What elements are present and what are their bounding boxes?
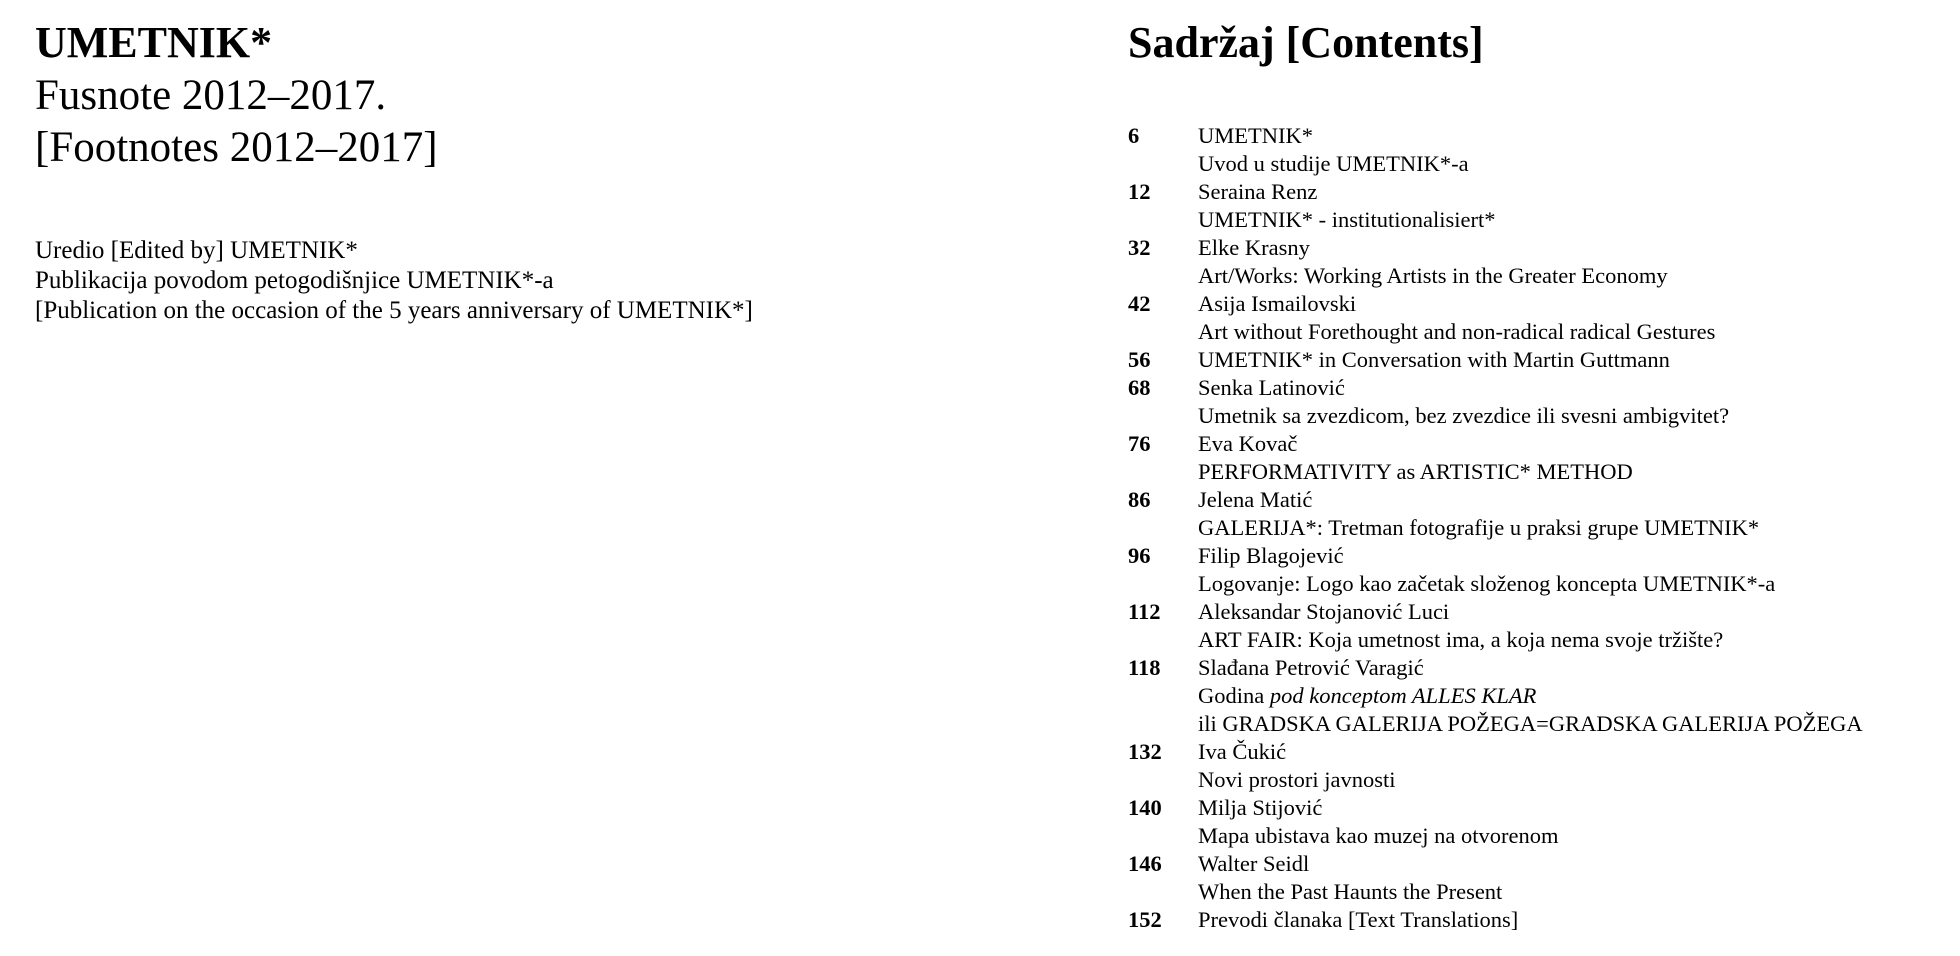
toc-article-title: Art/Works: Working Artists in the Greater Economy [1198,263,1668,288]
publication-note: Publikacija povodom petogodišnjice UMETNIK*-a [35,267,554,294]
toc-author: Slađana Petrović Varagić [1198,655,1424,680]
toc-text [1198,542,1775,598]
toc-author: Asija Ismailovski [1198,291,1357,316]
toc-entry [1128,598,1948,654]
toc-entry [1128,178,1948,234]
book-subtitle-serbian: Fusnote 2012–2017. [35,72,387,119]
toc-page-number: 68 [1128,375,1151,400]
toc-page-number: 146 [1128,851,1162,876]
toc-text [1198,906,1518,934]
toc-author: Filip Blagojević [1198,543,1344,568]
toc-page-number: 42 [1128,291,1151,316]
toc-text [1198,850,1502,906]
toc-text [1198,654,1863,738]
toc-article-title [1198,682,1863,710]
toc-page-number: 96 [1128,543,1151,568]
toc-entry [1128,122,1948,178]
toc-page-number: 118 [1128,655,1161,680]
toc-article-title: UMETNIK* - institutionalisiert* [1198,207,1496,232]
toc-author: UMETNIK* [1198,123,1313,148]
toc-author: Jelena Matić [1198,487,1313,512]
title-block [35,16,1035,326]
toc-list [1128,122,1948,934]
toc-article-title: GALERIJA*: Tretman fotografije u praksi grupe UMETNIK* [1198,515,1760,540]
toc-text [1198,290,1715,346]
toc-article-title: UMETNIK* in Conversation with Martin Guttmann [1198,347,1670,372]
toc-entry [1128,850,1948,906]
toc-page-number: 86 [1128,487,1151,512]
book-subtitle-english: [Footnotes 2012–2017] [35,124,438,171]
toc-page-number: 132 [1128,739,1162,764]
toc-text [1198,234,1668,290]
publication-note-english: [Publication on the occasion of the 5 years anniversary of UMETNIK*] [35,297,753,324]
toc-entry [1128,794,1948,850]
toc-page-number: 56 [1128,347,1151,372]
toc-page-number: 152 [1128,907,1162,932]
toc-article-title: Prevodi članaka [Text Translations] [1198,907,1519,932]
toc-author: Seraina Renz [1198,179,1318,204]
toc-author: Milja Stijović [1198,795,1323,820]
toc-entry [1128,374,1948,430]
toc-text [1198,374,1729,430]
contents-heading: Sadržaj [Contents] [1128,18,1484,67]
toc-text [1198,794,1559,850]
toc-article-title-continued: ili GRADSKA GALERIJA POŽEGA=GRADSKA GALERIJA POŽEGA [1198,711,1863,736]
toc-article-title: ART FAIR: Koja umetnost ima, a koja nema svoje tržište? [1198,627,1724,652]
credits [35,236,1035,326]
toc-article-title: Mapa ubistava kao muzej na otvorenom [1198,823,1559,848]
toc-title-italic: pod konceptom ALLES KLAR [1269,683,1537,708]
book-title: UMETNIK* [35,18,273,67]
toc-author: Elke Krasny [1198,235,1310,260]
toc-author: Eva Kovač [1198,431,1298,456]
toc-text [1198,486,1759,542]
toc-text [1198,738,1396,794]
toc-entry [1128,430,1948,486]
toc-text [1198,122,1469,178]
toc-author: Walter Seidl [1198,851,1310,876]
toc-text [1198,346,1670,374]
toc-page-number: 140 [1128,795,1162,820]
toc-page-number: 6 [1128,123,1140,148]
toc-page-number: 12 [1128,179,1151,204]
toc-article-title: Logovanje: Logo kao začetak složenog koncepta UMETNIK*-a [1198,571,1776,596]
toc-entry [1128,906,1948,934]
editor-line: Uredio [Edited by] UMETNIK* [35,237,358,264]
toc-text [1198,598,1723,654]
toc-entry [1128,234,1948,290]
toc-entry [1128,290,1948,346]
toc-page-number: 112 [1128,599,1161,624]
toc-entry [1128,346,1948,374]
toc-author: Iva Čukić [1198,739,1287,764]
toc-author: Aleksandar Stojanović Luci [1198,599,1450,624]
toc-text [1198,430,1633,486]
toc-page-number: 76 [1128,431,1151,456]
toc-article-title: Umetnik sa zvezdicom, bez zvezdice ili svesni ambigvitet? [1198,403,1730,428]
toc-text [1198,178,1495,234]
toc-page-number: 32 [1128,235,1151,260]
toc-entry [1128,542,1948,598]
toc-entry [1128,654,1948,738]
toc-entry [1128,486,1948,542]
toc-title-plain: Godina [1198,683,1270,708]
toc-entry [1128,738,1948,794]
table-of-contents [1128,16,1948,934]
toc-article-title: Novi prostori javnosti [1198,767,1396,792]
toc-article-title: PERFORMATIVITY as ARTISTIC* METHOD [1198,459,1633,484]
toc-article-title: When the Past Haunts the Present [1198,879,1503,904]
toc-author: Senka Latinović [1198,375,1345,400]
toc-article-title: Uvod u studije UMETNIK*-a [1198,151,1469,176]
toc-article-title: Art without Forethought and non-radical radical Gestures [1198,319,1716,344]
